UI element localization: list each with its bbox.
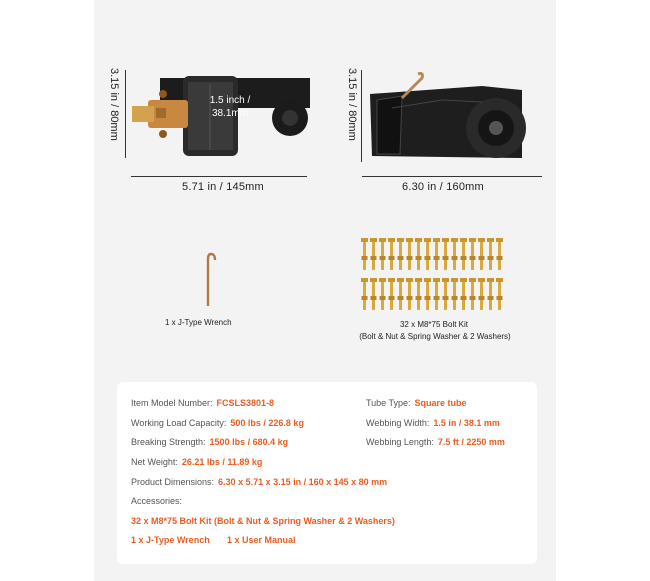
left-height-label: 3.15 in / 80mm	[108, 68, 120, 141]
spec-dimensions: Product Dimensions: 6.30 x 5.71 x 3.15 in / 160 x 145 x 80 mm	[131, 477, 388, 487]
spec-webbing-width: Webbing Width: 1.5 in / 38.1 mm	[366, 418, 500, 428]
bolt	[460, 278, 467, 310]
wrench-caption: 1 x J-Type Wrench	[165, 318, 232, 327]
bolt	[370, 278, 377, 310]
bolt-kit-image	[360, 234, 508, 312]
bolt	[361, 238, 368, 270]
spec-panel	[117, 382, 537, 564]
bolt	[478, 238, 485, 270]
bolt	[406, 238, 413, 270]
bolt	[469, 238, 476, 270]
winch-end-image	[362, 68, 544, 168]
bolt	[496, 238, 503, 270]
bolt	[469, 278, 476, 310]
bolt	[487, 278, 494, 310]
spec-accessory-manual: 1 x User Manual	[227, 535, 296, 545]
bolt-caption-line1: 32 x M8*75 Bolt Kit	[399, 320, 469, 329]
bolt	[415, 278, 422, 310]
right-width-label: 6.30 in / 160mm	[402, 181, 484, 193]
bolt	[424, 278, 431, 310]
bolt	[460, 238, 467, 270]
spec-tube: Tube Type: Square tube	[366, 398, 467, 408]
bolt	[487, 238, 494, 270]
spec-accessory-bolts: 32 x M8*75 Bolt Kit (Bolt & Nut & Spring Washer & 2 Washers)	[131, 516, 395, 526]
spec-weight: Net Weight: 26.21 lbs / 11.89 kg	[131, 457, 263, 467]
bolt	[496, 278, 503, 310]
bolt	[451, 238, 458, 270]
bolt	[415, 238, 422, 270]
left-width-label: 5.71 in / 145mm	[182, 181, 264, 193]
bolt	[388, 278, 395, 310]
bolt	[379, 278, 386, 310]
j-wrench-image	[200, 252, 220, 310]
spec-accessories-label: Accessories:	[131, 496, 183, 506]
bolt	[478, 278, 485, 310]
bolt	[442, 238, 449, 270]
bolt	[370, 238, 377, 270]
spec-accessory-wrench: 1 x J-Type Wrench	[131, 535, 210, 545]
bolt	[433, 278, 440, 310]
strap-width-label: 1.5 inch / 38.1mm	[209, 95, 251, 119]
bolt	[397, 278, 404, 310]
bolt	[433, 238, 440, 270]
bolt	[406, 278, 413, 310]
bolt	[361, 278, 368, 310]
left-height-line	[125, 70, 126, 158]
bolt	[397, 238, 404, 270]
bolt	[442, 278, 449, 310]
bolt	[424, 238, 431, 270]
right-height-label: 3.15 in / 80mm	[346, 68, 358, 141]
left-width-line	[131, 176, 307, 177]
bolt	[451, 278, 458, 310]
right-width-line	[362, 176, 542, 177]
spec-webbing-length: Webbing Length: 7.5 ft / 2250 mm	[366, 437, 505, 447]
bolt	[379, 238, 386, 270]
bolt	[388, 238, 395, 270]
spec-load: Working Load Capacity: 500 lbs / 226.8 kg	[131, 418, 304, 428]
bolt-caption-line2: (Bolt & Nut & Spring Washer & 2 Washers)	[359, 332, 511, 341]
spec-model: Item Model Number: FCSLS3801-8	[131, 398, 275, 408]
spec-break: Breaking Strength: 1500 lbs / 680.4 kg	[131, 437, 289, 447]
